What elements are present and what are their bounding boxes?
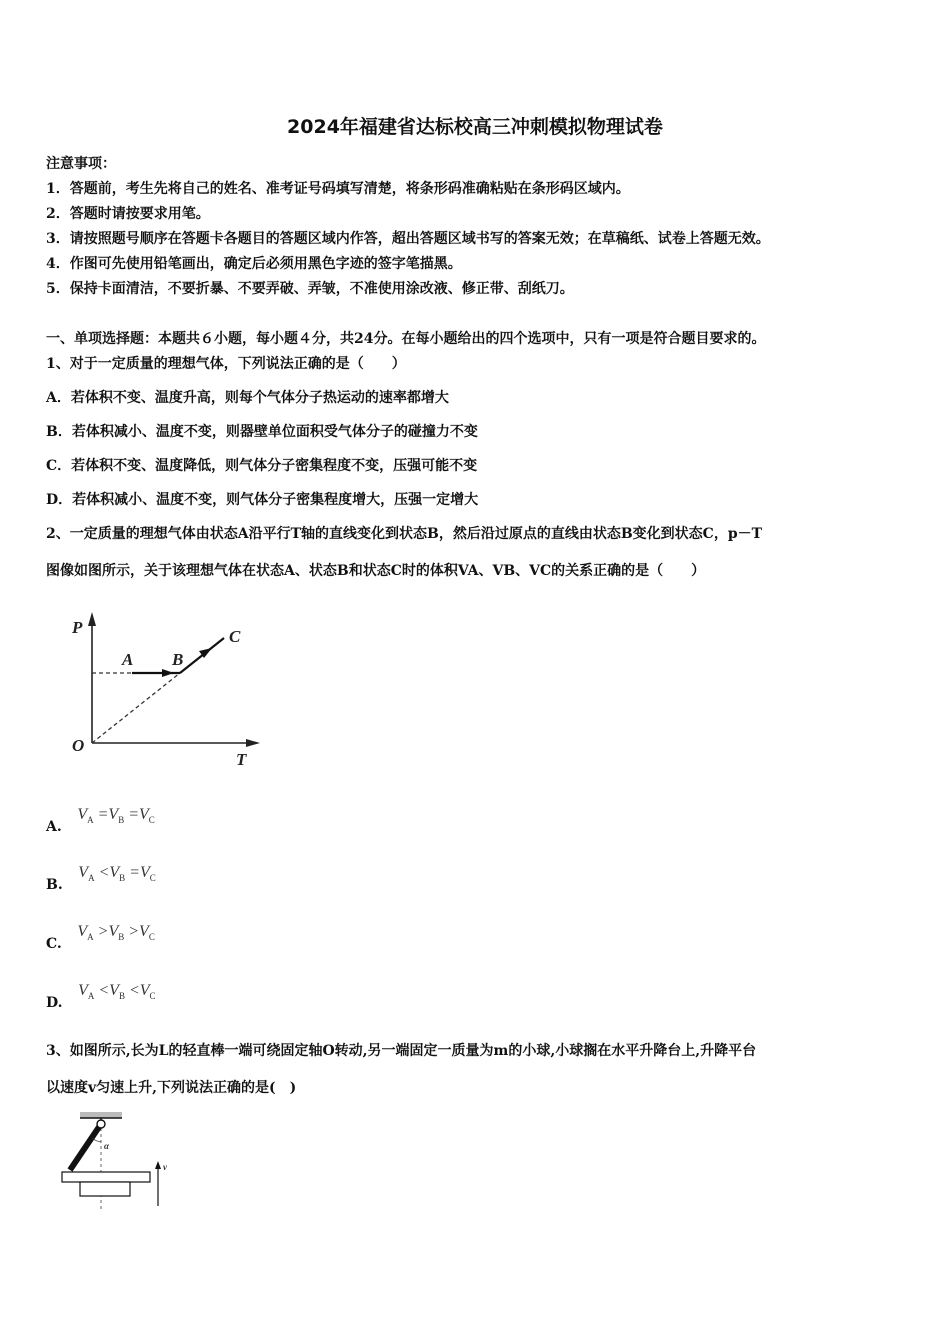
notice-heading: 注意事项： — [46, 156, 116, 172]
notice-item: 4．作图可先使用铅笔画出，确定后必须用黑色字迹的签字笔描黑。 — [46, 256, 462, 272]
dashed-guide-origin — [92, 673, 180, 743]
rod — [70, 1124, 101, 1170]
point-a-label: A — [122, 650, 134, 669]
origin-label: O — [72, 736, 85, 755]
notice-item: 5．保持卡面清洁，不要折暴、不要弄破、弄皱，不准使用涂改液、修正带、刮纸刀。 — [46, 281, 574, 297]
segment-bc — [180, 638, 224, 673]
x-axis-arrow — [246, 739, 260, 747]
q2-stem-line1: 2、一定质量的理想气体由状态A沿平行T轴的直线变化到状态B，然后沿过原点的直线由状态B变化到状态C，p－T — [46, 526, 763, 542]
x-axis-label: T — [236, 750, 247, 769]
q1-option-d: D．若体积减小、温度不变，则气体分子密集程度增大，压强一定增大 — [46, 492, 479, 508]
q1-option-b: B．若体积减小、温度不变，则器壁单位面积受气体分子的碰撞力不变 — [46, 424, 478, 440]
pivot-o — [97, 1120, 105, 1128]
q2-option-b: B. $V_A <V_B =V_C$ — [46, 864, 156, 893]
q3-stem-line2: 以速度v匀速上升,下列说法正确的是( ) — [46, 1080, 297, 1096]
q1-option-a: A．若体积不变、温度升高，则每个气体分子热运动的速率都增大 — [46, 390, 449, 406]
velocity-arrowhead — [155, 1161, 161, 1169]
arrow-ab — [162, 669, 174, 677]
rod-platform-figure — [56, 1108, 186, 1218]
pt-graph — [62, 608, 272, 778]
ceiling-hatch — [80, 1112, 122, 1118]
y-axis-label: P — [72, 618, 83, 637]
point-c-label: C — [229, 627, 241, 646]
q2-option-a: A. $V_A =V_B =V_C$ — [46, 806, 155, 835]
q2-stem-line2: 图像如图所示，关于该理想气体在状态A、状态B和状态C时的体积VA、VB、VC的关系正确的是（ ） — [46, 563, 706, 579]
y-axis-arrow — [88, 612, 96, 626]
notice-item: 2．答题时请按要求用笔。 — [46, 206, 210, 222]
page-title: 2024年福建省达标校高三冲刺模拟物理试卷 — [287, 116, 663, 138]
section-heading: 一、单项选择题：本题共６小题，每小题４分，共24分。在每小题给出的四个选项中，只有一项是符合题目要求的。 — [46, 331, 766, 347]
platform-top — [62, 1172, 150, 1182]
q2-option-c: C. $V_A >V_B >V_C$ — [46, 923, 155, 952]
q1-stem: 1、对于一定质量的理想气体，下列说法正确的是（ ） — [46, 356, 406, 372]
point-b-label: B — [172, 650, 184, 669]
velocity-label: v — [163, 1162, 167, 1172]
q1-option-c: C．若体积不变、温度降低，则气体分子密集程度不变，压强可能不变 — [46, 458, 478, 474]
q2-option-d: D. $V_A <V_B <V_C$ — [46, 982, 156, 1011]
angle-label: α — [104, 1141, 109, 1151]
notice-item: 1．答题前，考生先将自己的姓名、准考证号码填写清楚，将条形码准确粘贴在条形码区域内。 — [46, 181, 630, 197]
notice-item: 3．请按照题号顺序在答题卡各题目的答题区域内作答，超出答题区域书写的答案无效；在草稿纸、试卷上答题无效。 — [46, 231, 770, 247]
q3-stem-line1: 3、如图所示,长为L的轻直棒一端可绕固定轴O转动,另一端固定一质量为m的小球,小球搁在水平升降台上,升降平台 — [46, 1043, 757, 1059]
platform-base — [80, 1182, 130, 1196]
